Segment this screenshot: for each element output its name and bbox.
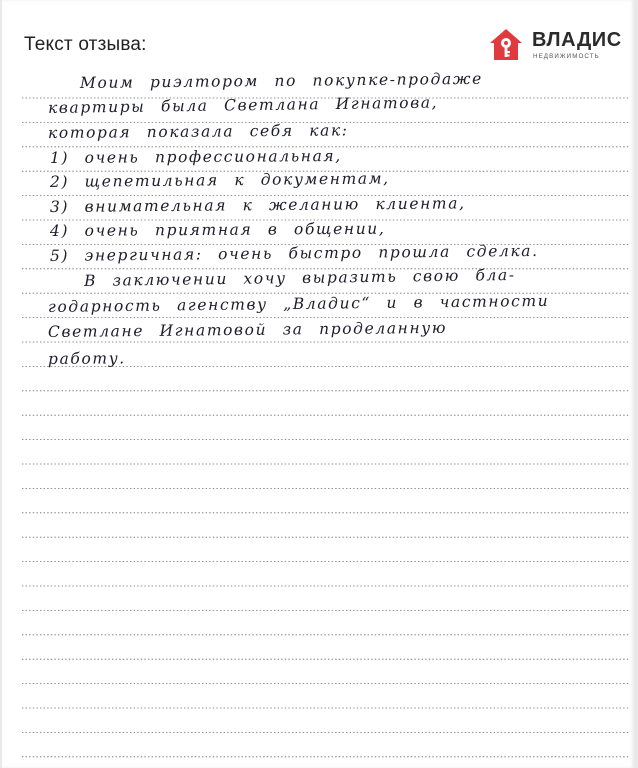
review-line: годарность агенству „Владис“ и в частности	[47, 291, 550, 316]
review-line: 2) щепетильная к документам,	[49, 169, 390, 191]
review-line: 1) очень профессиональная,	[49, 146, 342, 167]
logo-subtitle: НЕДВИЖИМОСТЬ	[533, 53, 600, 60]
review-form-sheet	[2, 0, 634, 768]
review-line: квартиры была Светлана Игнатова,	[47, 93, 439, 117]
logo-wordmark: ВЛАДИС	[532, 29, 622, 51]
review-line: 4) очень приятная в общении,	[49, 219, 386, 240]
review-line: 5) энергичная: очень быстро прошла сделка.	[49, 241, 539, 265]
review-line: работу.	[47, 349, 126, 368]
review-line: Светлане Игнатовой за проделанную	[47, 318, 448, 341]
review-line: Моим риэлтором по покупке-продаже	[79, 69, 483, 92]
review-line: В заключении хочу выразить свою бла-	[83, 265, 516, 290]
form-title: Текст отзыва:	[24, 34, 147, 55]
review-line: 3) внимательная к желанию клиента,	[49, 194, 466, 216]
review-line: которая показала себя как:	[47, 121, 349, 142]
